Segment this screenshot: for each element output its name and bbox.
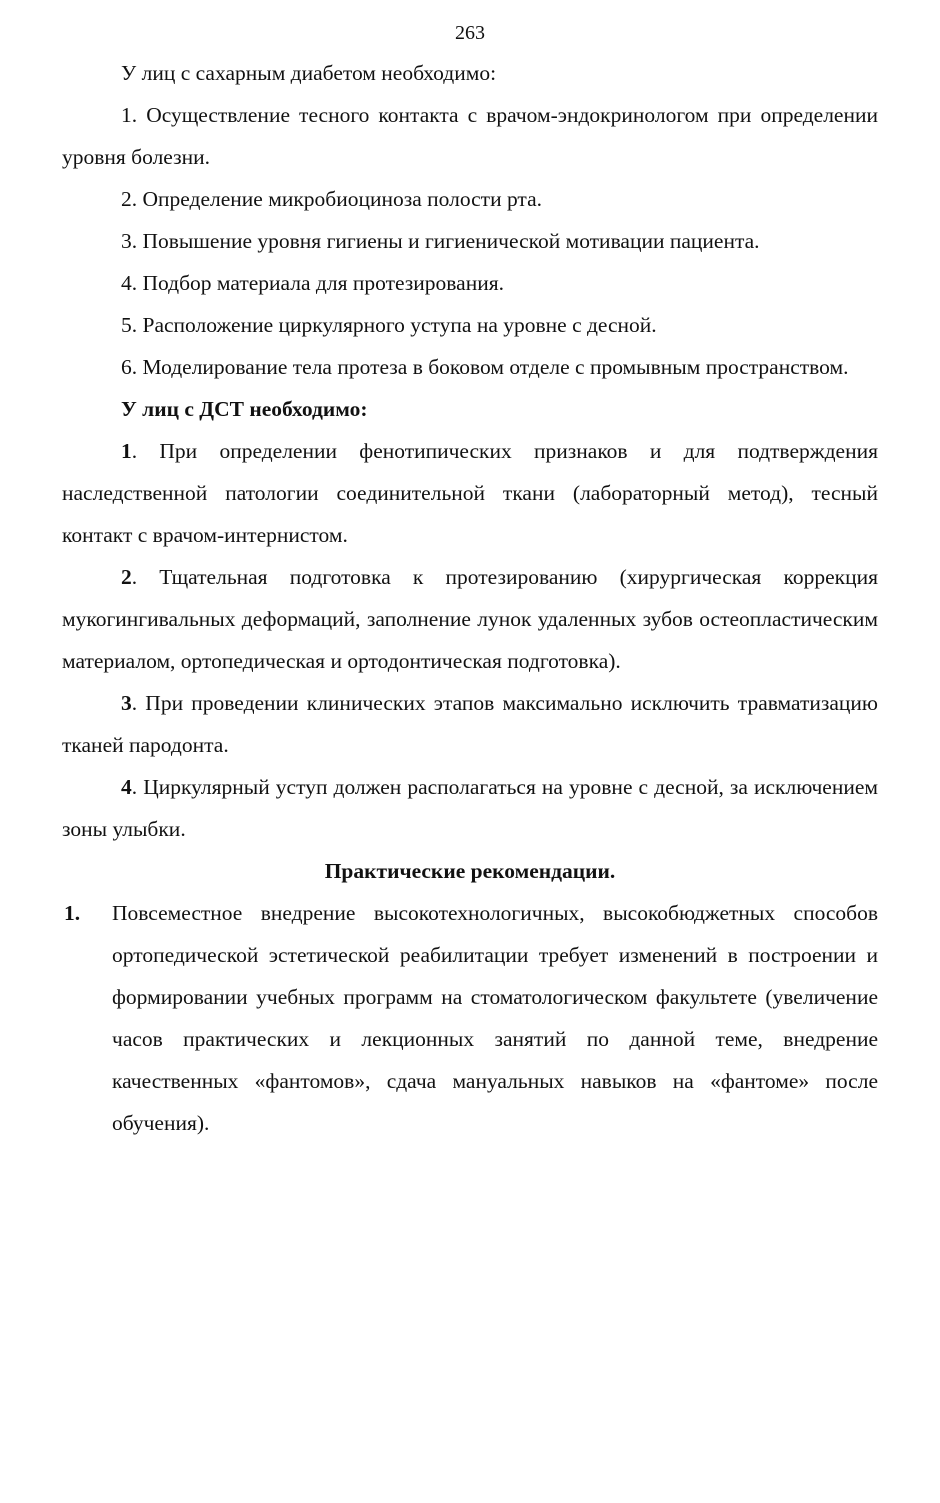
diabetes-item-4: 4. Подбор материала для протезирования. bbox=[121, 271, 504, 295]
dst-item-3 bbox=[62, 682, 878, 766]
diabetes-item-2: 2. Определение микробиоциноза полости рта. bbox=[121, 187, 543, 211]
dst-item-1-text: . При определении фенотипических признаков и для подтверждения наследственной патологии соединительной ткани (лабораторный метод), тесный контакт с врачом-интернистом. bbox=[62, 439, 878, 547]
diabetes-item-5: 5. Расположение циркулярного уступа на уровне с десной. bbox=[121, 313, 657, 337]
dst-item-2-number: 2 bbox=[121, 565, 132, 589]
dst-item-3-number: 3 bbox=[121, 691, 132, 715]
dst-item-4 bbox=[62, 766, 878, 850]
dst-item-4-number: 4 bbox=[121, 775, 132, 799]
dst-item-2-text: . Тщательная подготовка к протезированию (хирургическая коррекция мукогингивальных деформаций, заполнение лунок удаленных зубов остеопластическим материалом, ортопедическая и ортодонтическая подготовка). bbox=[62, 565, 878, 673]
diabetes-intro: У лиц с сахарным диабетом необходимо: bbox=[121, 61, 497, 85]
dst-item-2 bbox=[62, 556, 878, 682]
dst-item-1 bbox=[62, 430, 878, 556]
dst-item-1-number: 1 bbox=[121, 439, 132, 463]
dst-heading: У лиц с ДСТ необходимо: bbox=[121, 397, 368, 421]
recommendation-item-1-number: 1. bbox=[64, 901, 81, 925]
diabetes-item-3: 3. Повышение уровня гигиены и гигиенической мотивации пациента. bbox=[121, 229, 760, 253]
dst-item-4-text: . Циркулярный уступ должен располагаться на уровне с десной, за исключением зоны улыбки. bbox=[62, 775, 878, 841]
recommendation-item-1-text: Повсеместное внедрение высокотехнологичных, высокобюджетных способов ортопедической эстетической реабилитации требует изменений в построении и формировании учебных программ на стоматологическом факультете (увеличение часов практических и лекционных занятий по данной теме, внедрение качественных «фантомов», сдача мануальных навыков на «фантоме» после обучения). bbox=[112, 901, 878, 1135]
diabetes-item-6: 6. Моделирование тела протеза в боковом отделе с промывным пространством. bbox=[121, 355, 849, 379]
dst-item-3-text: . При проведении клинических этапов максимально исключить травматизацию тканей пародонта. bbox=[62, 691, 878, 757]
page-number: 263 bbox=[455, 22, 485, 44]
body-text bbox=[62, 52, 878, 1144]
diabetes-item-1: 1. Осуществление тесного контакта с врачом-эндокринологом при определении уровня болезни. bbox=[62, 103, 878, 169]
recommendations-heading: Практические рекомендации. bbox=[324, 859, 616, 883]
recommendation-item-1 bbox=[62, 892, 878, 1144]
